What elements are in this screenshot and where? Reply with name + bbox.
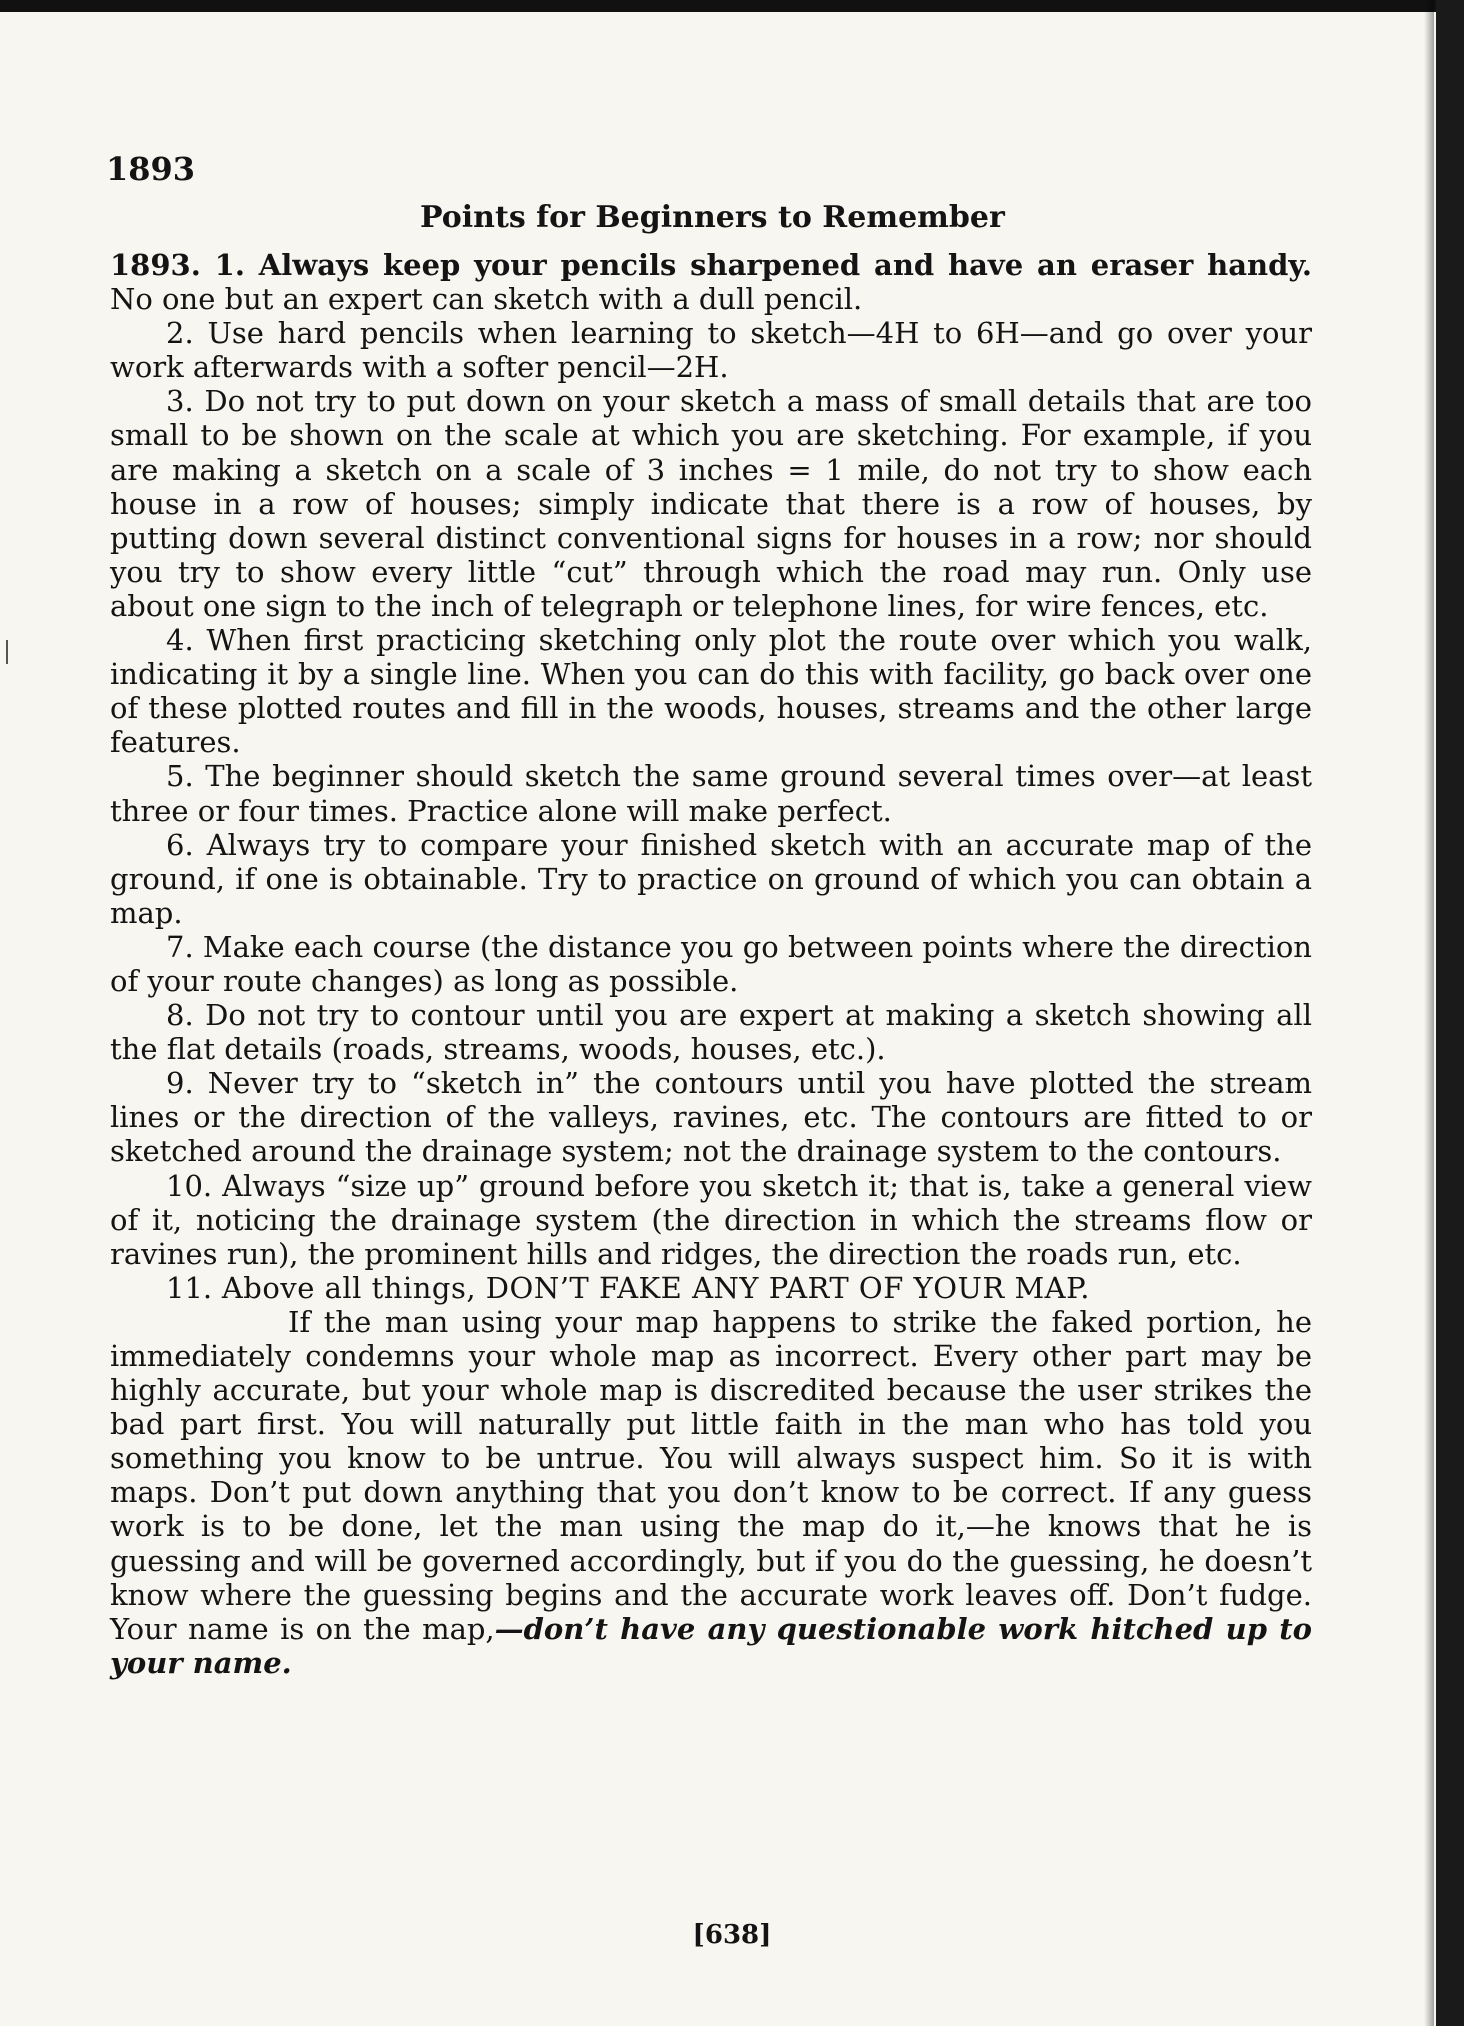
paragraph-11 [110,1271,1312,1305]
margin-mark [6,640,8,664]
section-number: 1893 [106,150,196,188]
paragraph-text: Use hard pencils when learning to sketch—4H to 6H—and go over your work afterwards with a softer pencil—2H. [110,316,1312,385]
body-text [110,248,1312,1680]
paragraph-8 [110,998,1312,1066]
item-number: 10. [166,1168,213,1203]
page-footer-number: [638] [692,1920,772,1950]
closing-paragraph [110,1305,1312,1680]
paragraph-text: Always “size up” ground before you sketch it; that is, take a general view of it, noticing the drainage system (the direction in which the streams flow or ravines run), the prominent hills and ridges, the direction the roads run, etc. [110,1168,1312,1271]
paragraph-5 [110,759,1312,827]
paragraph-emphasis: an eraser handy. [1037,248,1312,282]
item-number: 8. [166,998,194,1033]
item-number: 2. [166,316,194,351]
item-number: 4. [166,623,194,658]
paragraph-text: Above all things, DON’T FAKE ANY PART OF YOUR MAP. [212,1270,1090,1305]
paragraph-text: Always try to compare your finished sketch with an accurate map of the ground, if one is obtainable. Try to practice on ground of which you can obtain a map. [110,827,1312,930]
scan-right-shadow [1424,0,1434,2026]
paragraph-9 [110,1066,1312,1168]
paragraph-10 [110,1169,1312,1271]
paragraph-text: Always keep your pencils sharpened and have [244,248,1038,282]
scan-right-border [1436,0,1464,2026]
paragraph-7 [110,930,1312,998]
paragraph-4 [110,623,1312,759]
paragraph-text: No one but an expert can sketch with a dull pencil. [110,282,863,317]
item-number: 7. [166,929,194,964]
paragraph-text: Make each course (the distance you go between points where the direction of your route changes) as long as possible. [110,929,1312,998]
paragraph-3 [110,384,1312,623]
closing-emphasis: —don’t have any questionable work hitched up to your name. [110,1611,1313,1680]
paragraph-text: Never try to “sketch in” the contours until you have plotted the stream lines or the direction of the valleys, ravines, etc. The contours are fitted to or sketched around the drainage system; not the drainage system to the contours. [110,1066,1312,1169]
paragraph-2 [110,316,1312,384]
item-number: 11. [166,1270,213,1305]
item-number: 3. [166,384,194,419]
item-number: 1893. 1. [110,248,245,282]
paragraph-1 [110,248,1312,316]
paragraph-text: When first practicing sketching only plot the route over which you walk, indicating it by a single line. When you can do this with facility, go back over one of these plotted routes and fill in the woods, houses, streams and the other large features. [110,623,1312,760]
item-number: 6. [166,827,194,862]
item-number: 9. [166,1066,194,1101]
scan-top-border [0,0,1464,12]
paragraph-6 [110,828,1312,930]
paragraph-text: The beginner should sketch the same ground several times over—at least three or four times. Practice alone will make perfect. [110,759,1312,828]
paragraph-text: If the man using your map happens to strike the faked portion, he immediately condemns your whole map as incorrect. Every other part may be highly accurate, but your whole map is discredited because the user strikes the bad part first. You will naturally put little faith in the man who has told you something you know to be untrue. You will always suspect him. So it is with maps. Don’t put down anything that you don’t know to be correct. If any guess work is to be done, let the man using the map do it,—he knows that he is guessing and will be governed accordingly, but if you do the guessing, he doesn’t know where the guessing begins and the accurate work leaves off. Don’t fudge. Your name is on the map, [110,1304,1312,1646]
paragraph-text: Do not try to put down on your sketch a mass of small details that are too small to be shown on the scale at which you are sketching. For example, if you are making a sketch on a scale of 3 inches = 1 mile, do not try to show each house in a row of houses; simply indicate that there is a row of houses, by putting down several distinct conventional signs for houses in a row; nor should you try to show every little “cut” through which the road may run. Only use about one sign to the inch of telegraph or telephone lines, for wire fences, etc. [110,384,1312,623]
item-number: 5. [166,759,194,794]
paragraph-text: Do not try to contour until you are expert at making a sketch showing all the flat details (roads, streams, woods, houses, etc.). [110,998,1312,1067]
page-title: Points for Beginners to Remember [420,200,1005,235]
